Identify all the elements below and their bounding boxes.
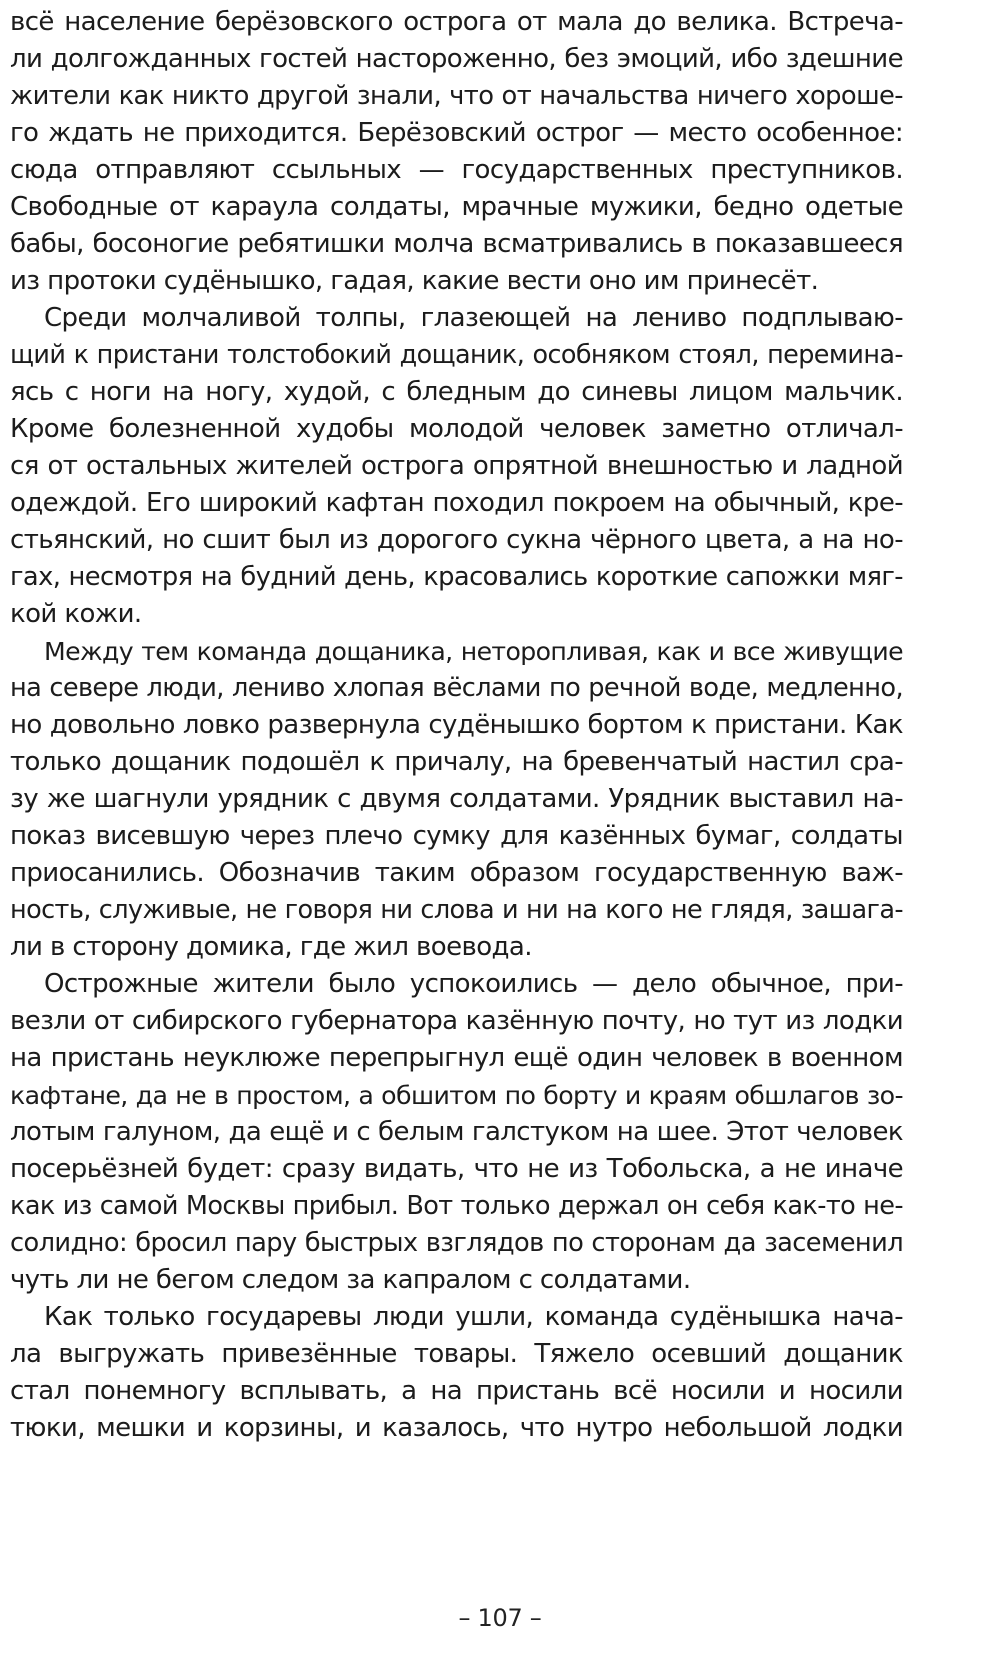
text-line: тюки, мешки и корзины, и казалось, что нутро небольшой лодки [10,1413,903,1443]
text-line: ли долгожданных гостей настороженно, без эмоций, ибо здешние [10,44,903,74]
text-line: лотым галуном, да ещё и с белым галстуком на шее. Этот человек [10,1117,903,1147]
text-line: жители как никто другой знали, что от начальства ничего хороше- [10,81,903,111]
text-line: кафтане, да не в простом, а обшитом по борту и краям обшлагов зо- [10,1081,903,1110]
text-line: везли от сибирского губернатора казённую почту, но тут из лодки [10,1006,903,1036]
paragraph-first-line: Острожные жители было успокоились — дело обычное, при- [44,969,903,999]
text-line: ность, служивые, не говоря ни слова и ни на кого не глядя, зашага- [10,895,903,925]
text-line: ли в сторону домика, где жил воевода. [10,932,532,962]
text-line: ясь с ноги на ногу, худой, с бледным до синевы лицом мальчик. [10,377,903,407]
text-line: на севере люди, лениво хлопая вёслами по речной воде, медленно, [10,673,903,703]
text-line: как из самой Москвы прибыл. Вот только держал он себя как-то не- [10,1191,903,1221]
text-line: го ждать не приходится. Берёзовский острог — место особенное: [10,118,903,148]
text-line: ся от остальных жителей острога опрятной внешностью и ладной [10,451,903,481]
paragraph-first-line: Среди молчаливой толпы, глазеющей на лениво подплываю- [44,303,903,333]
text-line: щий к пристани толстобокий дощаник, особняком стоял, перемина- [10,340,903,370]
text-line: приосанились. Обозначив таким образом государственную важ- [10,858,903,888]
text-body [10,4,903,1447]
text-line: ла выгружать привезённые товары. Тяжело осевший дощаник [10,1339,903,1369]
text-line: Свободные от караула солдаты, мрачные мужики, бедно одетые [10,192,903,222]
text-line: всё население берёзовского острога от мала до велика. Встреча- [10,7,903,37]
text-line: только дощаник подошёл к причалу, на бревенчатый настил сра- [10,747,903,777]
text-line: на пристань неуклюже перепрыгнул ещё один человек в военном [10,1043,903,1073]
text-line: кой кожи. [10,599,142,629]
text-line: чуть ли не бегом следом за капралом с солдатами. [10,1265,691,1295]
text-line: но довольно ловко развернула судёнышко бортом к пристани. Как [10,710,903,740]
text-line: одеждой. Его широкий кафтан походил покроем на обычный, кре- [10,488,903,518]
text-line: посерьёзней будет: сразу видать, что не из Тобольска, а не иначе [10,1154,903,1184]
text-line: стьянский, но сшит был из дорогого сукна чёрного цвета, а на но- [10,525,903,555]
text-line: сюда отправляют ссыльных — государственных преступников. [10,155,903,185]
text-line: стал понемногу всплывать, а на пристань всё носили и носили [10,1376,903,1406]
page-number: – 107 – [458,1604,542,1632]
text-line: из протоки судёнышко, гадая, какие вести оно им принесёт. [10,266,819,296]
text-line: Кроме болезненной худобы молодой человек заметно отличал- [10,414,903,444]
text-line: зу же шагнули урядник с двумя солдатами. Урядник выставил на- [10,784,903,814]
paragraph-first-line: Между тем команда дощаника, неторопливая, как и все живущие [44,637,903,666]
paragraph-first-line: Как только государевы люди ушли, команда судёнышка нача- [44,1302,903,1332]
text-line: показ висевшую через плечо сумку для казённых бумаг, солдаты [10,821,903,851]
text-line: гах, несмотря на будний день, красовались короткие сапожки мяг- [10,562,903,592]
text-line: солидно: бросил пару быстрых взглядов по сторонам да засеменил [10,1228,903,1258]
text-line: бабы, босоногие ребятишки молча всматривались в показавшееся [10,229,903,259]
